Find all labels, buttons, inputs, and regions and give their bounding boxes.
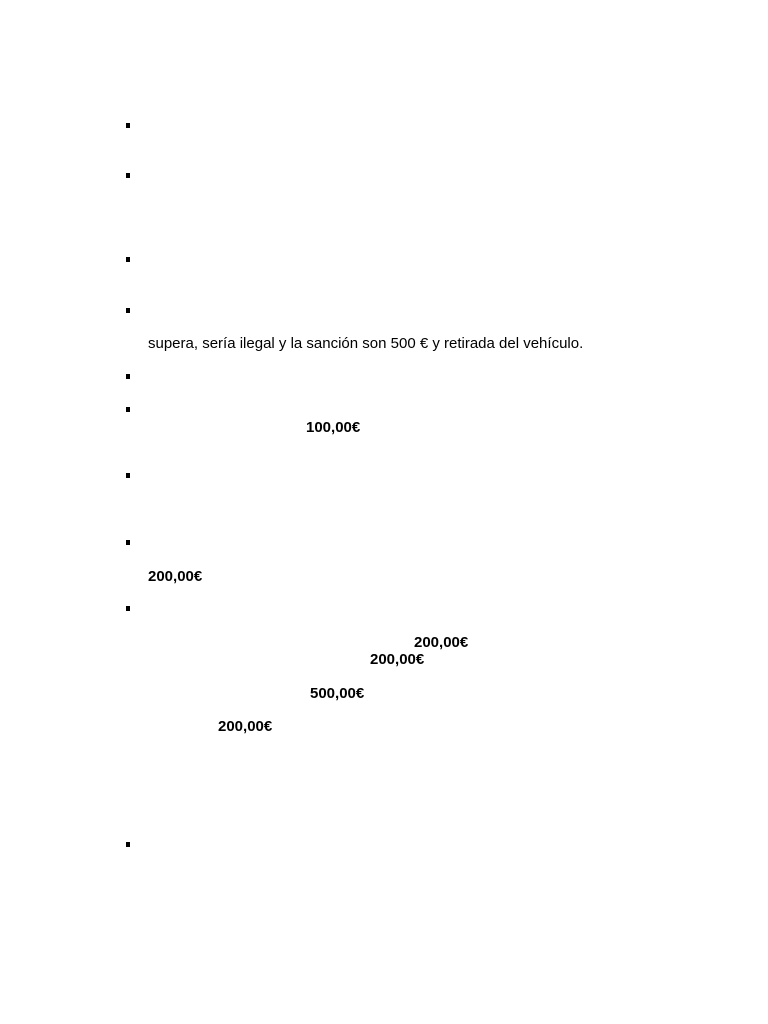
amount-label: 200,00€ [218,718,273,735]
amount-label: 100,00€ [306,419,361,436]
body-text-line: supera, sería ilegal y la sanción son 500 € y retirada del vehículo. [148,335,584,352]
list-bullet [126,842,130,847]
list-bullet [126,473,130,478]
list-bullet [126,123,130,128]
list-bullet [126,173,130,178]
list-bullet [126,374,130,379]
amount-label: 200,00€ [370,651,425,668]
list-bullet [126,606,130,611]
amount-label: 500,00€ [310,685,365,702]
list-bullet [126,407,130,412]
amount-label: 200,00€ [414,634,469,651]
list-bullet [126,308,130,313]
list-bullet [126,540,130,545]
list-bullet [126,257,130,262]
amount-label: 200,00€ [148,568,203,585]
